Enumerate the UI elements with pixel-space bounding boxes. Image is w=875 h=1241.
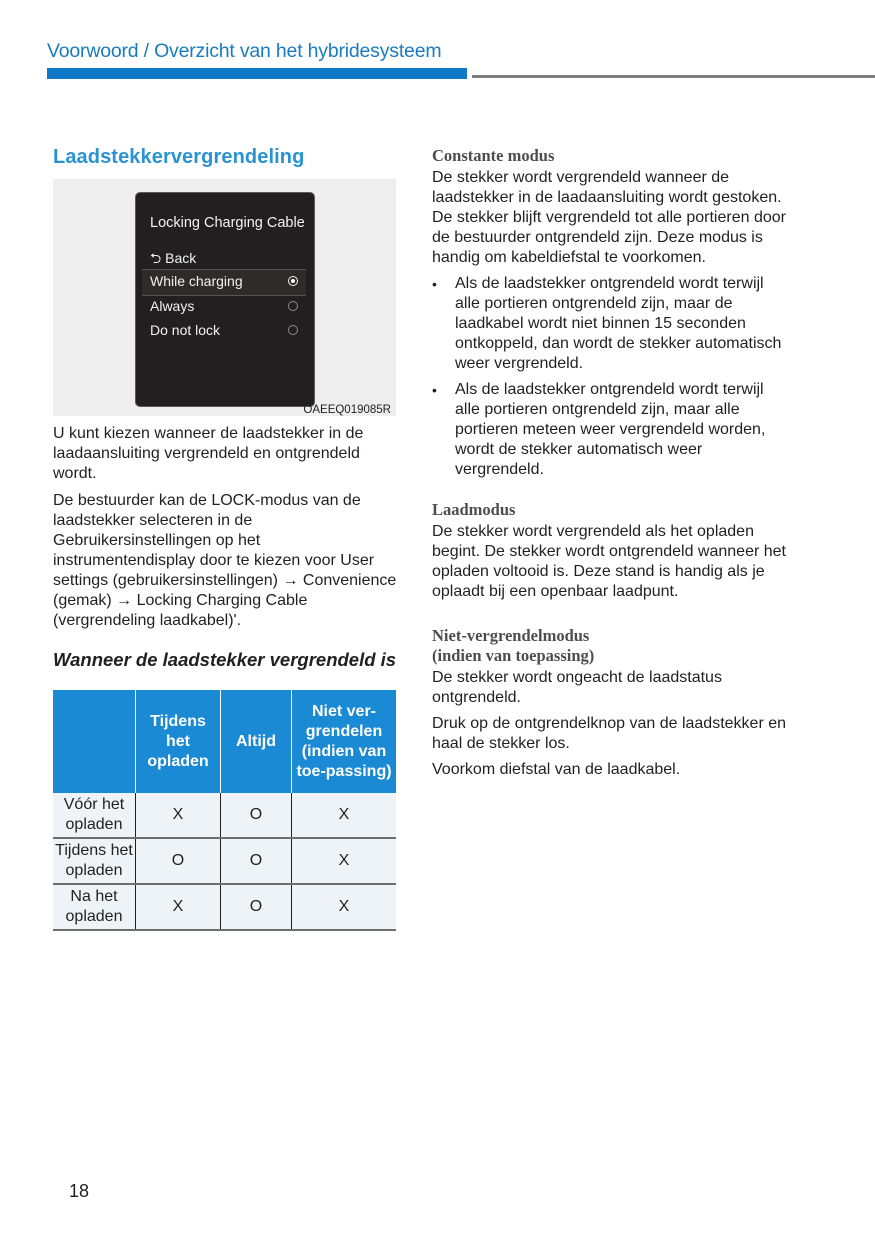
constant-mode-body: De stekker wordt vergrendeld wanneer de laadstekker in de laadaansluiting wordt gestoken. De stekker blijft vergrendeld tot alle portieren door de bestuurder ontgrendeld zijn. Deze modus is handig om kabeldiefstal te voorkomen.: [432, 169, 786, 266]
bullet-item: • Als de laadstekker ontgrendeld wordt terwijl alle portieren ontgrendeld zijn, maar alle portieren meteen weer vergrendeld worden, wordt de stekker automatisch weer vergrendeld.: [432, 380, 787, 480]
return-arrow-icon: ⮌: [150, 250, 162, 266]
option-label: Always: [150, 298, 195, 314]
header-accent-bar: [47, 68, 467, 79]
radio-empty-icon: [288, 325, 298, 335]
option-do-not-lock: [142, 319, 306, 344]
table-cell: O: [221, 838, 292, 884]
instructions-paragraph: De bestuurder kan de LOCK-modus van de laadstekker selecteren in de Gebruikersinstellingen op het instrumentendisplay door te kiezen voor User settings (gebruikersinstellingen) → Convenience (gemak) → Locking Charging Cable (vergrendeling laadkabel)'.: [53, 492, 397, 629]
charging-mode-heading: Laadmodus: [432, 500, 516, 519]
back-label: Back: [165, 250, 197, 266]
radio-selected-icon: [288, 276, 298, 286]
table-row: [53, 884, 396, 930]
table-cell: O: [136, 838, 221, 884]
screen-title: Locking Charging Cable: [150, 215, 305, 231]
row-label: Tijdens het opladen: [53, 838, 136, 884]
figure-code: OAEEQ019085R: [303, 404, 391, 416]
table-row: [53, 793, 396, 838]
header-rule: [472, 75, 875, 78]
constant-mode-heading: Constante modus: [432, 146, 555, 165]
option-label: While charging: [150, 273, 243, 289]
no-lock-paragraph: De stekker wordt ongeacht de laadstatus ontgrendeld.: [432, 669, 722, 706]
constant-mode-bullets: [432, 274, 787, 480]
no-lock-paragraph: Druk op de ontgrendelknop van de laadstekker en haal de stekker los.: [432, 715, 787, 752]
row-label: Vóór het opladen: [53, 793, 136, 838]
table-cell: X: [292, 838, 397, 884]
table-header-cell: Tijdens het opladen: [136, 690, 221, 793]
header-title: Voorwoord / Overzicht van het hybridesysteem: [47, 40, 442, 62]
no-lock-heading-line2: (indien van toepassing): [432, 646, 595, 665]
table-row: [53, 838, 396, 884]
option-always: [142, 295, 306, 320]
left-column: [53, 146, 398, 931]
table-header-cell: [53, 690, 136, 793]
option-label: Do not lock: [150, 322, 221, 338]
no-lock-paragraph: Voorkom diefstal van de laadkabel.: [432, 761, 681, 778]
cluster-display-screen: [135, 192, 315, 407]
radio-empty-icon: [288, 301, 298, 311]
right-column: [432, 146, 787, 786]
table-cell: X: [292, 793, 397, 838]
table-cell: X: [136, 793, 221, 838]
table-cell: O: [221, 793, 292, 838]
display-figure: [53, 179, 396, 416]
table-cell: X: [136, 884, 221, 930]
charging-mode-body: De stekker wordt vergrendeld als het opladen begint. De stekker wordt ontgrendeld wanneer het opladen voltooid is. Deze stand is handig als je oplaadt bij een openbaar laadpunt.: [432, 523, 786, 600]
row-label: Na het opladen: [53, 884, 136, 930]
table-cell: O: [221, 884, 292, 930]
section-title: Laadstekkervergrendeling: [53, 146, 305, 168]
bullet-item: • Als de laadstekker ontgrendeld wordt terwijl alle portieren ontgrendeld zijn, maar de laadkabel wordt niet binnen 15 seconden ontkoppeld, dan wordt de stekker automatisch weer vergrendeld.: [432, 274, 787, 374]
intro-paragraph: U kunt kiezen wanneer de laadstekker in de laadaansluiting vergrendeld en ontgrendeld wordt.: [53, 425, 364, 482]
table-subheading: Wanneer de laadstekker vergrendeld is: [53, 649, 397, 670]
table-header-cell: Altijd: [221, 690, 292, 793]
lock-mode-table: [53, 690, 396, 931]
table-header-row: [53, 690, 396, 793]
no-lock-heading-line1: Niet-vergrendelmodus: [432, 626, 590, 645]
option-while-charging: [142, 269, 306, 296]
table-header-cell: Niet ver-grendelen (indien van toe-passing): [292, 690, 397, 793]
table-cell: X: [292, 884, 397, 930]
page-number: 18: [69, 1181, 90, 1201]
